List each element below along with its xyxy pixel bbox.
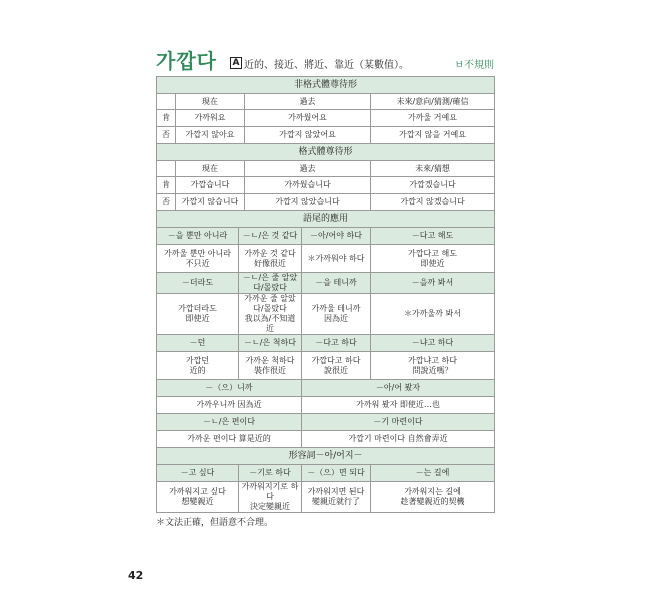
ending-value: 가깝다고 해도 即使近 xyxy=(371,245,495,273)
formal-label-negative: 否 xyxy=(157,194,176,211)
ending-head: －기 마련이다 xyxy=(302,414,495,431)
adjective-value: 가까워지는 길에 趁著變親近的契機 xyxy=(371,482,495,513)
adjective-head: －기로 하다 xyxy=(239,465,302,482)
adjective-section-title: 形容詞－아/어지－ xyxy=(157,448,495,465)
formal-label-affirmative: 肯 xyxy=(157,177,176,194)
adjective-value: 가까워지기로 하다 決定變親近 xyxy=(239,482,302,513)
informal-label-negative: 否 xyxy=(157,127,176,144)
ending-value: 가까워 봤자 即使近…也 xyxy=(302,397,495,414)
ending-value: 가까울 뿐만 아니라 不只近 xyxy=(157,245,239,273)
informal-neg-past: 가깝지 않았어요 xyxy=(245,127,371,144)
adjective-head: －는 길에 xyxy=(371,465,495,482)
informal-corner xyxy=(157,94,176,110)
informal-aff-future: 가까울 거예요 xyxy=(371,110,495,127)
ending-head: －다고 해도 xyxy=(371,228,495,245)
ending-head: －냐고 하다 xyxy=(371,335,495,352)
ending-value: 가까운 척하다 裝作很近 xyxy=(239,352,302,380)
ending-value: 가깝다고 하다 說很近 xyxy=(302,352,371,380)
formal-neg-future: 가깝지 않겠습니다 xyxy=(371,194,495,211)
ending-head: －을 뿐만 아니라 xyxy=(157,228,239,245)
ending-value: 가깝기 마련이다 自然會弄近 xyxy=(302,431,495,448)
ending-head: －（으）니까 xyxy=(157,380,302,397)
page-number: 42 xyxy=(128,569,144,582)
conjugation-table xyxy=(156,76,495,513)
informal-col-past: 過去 xyxy=(245,94,371,110)
ending-value: 가깝더라도 即使近 xyxy=(157,294,239,335)
informal-aff-present: 가까워요 xyxy=(176,110,245,127)
headword: 가깝다 xyxy=(156,49,217,73)
formal-col-future: 未來/猜想 xyxy=(371,161,495,177)
adjective-marker: A xyxy=(230,57,242,69)
ending-head: －아/어야 하다 xyxy=(302,228,371,245)
ending-head: －ㄴ/은 줄 알았다/몰랐다 xyxy=(239,273,302,294)
entry-header xyxy=(156,45,494,73)
adjective-value: 가까워지고 싶다 想變親近 xyxy=(157,482,239,513)
informal-col-future: 未來/意向/猜測/確信 xyxy=(371,94,495,110)
ending-value: 가깝냐고 하다 問說近嗎？ xyxy=(371,352,495,380)
formal-col-present: 現在 xyxy=(176,161,245,177)
ending-value: 가까운 편이다 算是近的 xyxy=(157,431,302,448)
ending-value: 가깝던 近的 xyxy=(157,352,239,380)
footnote: ＊文法正確，但語意不合理。 xyxy=(156,518,274,528)
ending-value: 가까운 것 같다 好像很近 xyxy=(239,245,302,273)
ending-head: －ㄴ/은 척하다 xyxy=(239,335,302,352)
informal-neg-present: 가깝지 않아요 xyxy=(176,127,245,144)
ending-value: ＊가까울까 봐서 xyxy=(371,294,495,335)
informal-neg-future: 가깝지 않을 거예요 xyxy=(371,127,495,144)
adjective-head: －고 싶다 xyxy=(157,465,239,482)
ending-value: 가까운 줄 알았다/몰랐다 我以為/不知道近 xyxy=(239,294,302,335)
formal-corner xyxy=(157,161,176,177)
formal-aff-present: 가깝습니다 xyxy=(176,177,245,194)
ending-head: －ㄴ/은 것 같다 xyxy=(239,228,302,245)
informal-section-title: 非格式體尊待形 xyxy=(157,77,495,94)
adjective-head: －（으）면 되다 xyxy=(302,465,371,482)
formal-aff-future: 가깝겠습니다 xyxy=(371,177,495,194)
ending-value: 가까울 테니까 因為近 xyxy=(302,294,371,335)
ending-head: －을까 봐서 xyxy=(371,273,495,294)
informal-col-present: 現在 xyxy=(176,94,245,110)
informal-aff-past: 가까웠어요 xyxy=(245,110,371,127)
formal-section-title: 格式體尊待形 xyxy=(157,144,495,161)
ending-value: 가까우니까 因為近 xyxy=(157,397,302,414)
ending-head: －아/어 봤자 xyxy=(302,380,495,397)
ending-value: ＊가까워야 하다 xyxy=(302,245,371,273)
informal-label-affirmative: 肯 xyxy=(157,110,176,127)
endings-section-title: 語尾的應用 xyxy=(157,211,495,228)
formal-aff-past: 가까웠습니다 xyxy=(245,177,371,194)
formal-neg-present: 가깝지 않습니다 xyxy=(176,194,245,211)
adjective-value: 가까워지면 된다 變親近就行了 xyxy=(302,482,371,513)
formal-neg-past: 가깝지 않았습니다 xyxy=(245,194,371,211)
ending-head: －을 테니까 xyxy=(302,273,371,294)
ending-head: －다고 하다 xyxy=(302,335,371,352)
ending-head: －던 xyxy=(157,335,239,352)
formal-col-past: 過去 xyxy=(245,161,371,177)
ending-head: －ㄴ/은 편이다 xyxy=(157,414,302,431)
irregular-tag: ㅂ不規則 xyxy=(454,60,494,71)
meaning-text: 近的、接近、將近、靠近（某數值）。 xyxy=(244,60,409,71)
ending-head: －더라도 xyxy=(157,273,239,294)
